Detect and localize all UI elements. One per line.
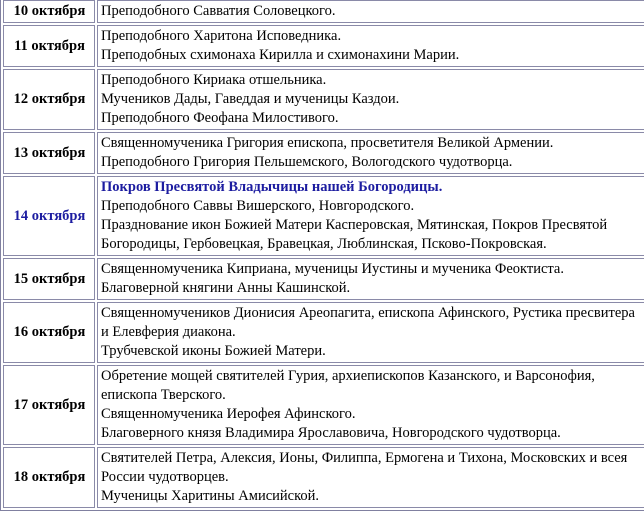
day-commemorations	[97, 258, 644, 300]
day-date: 12 октября	[3, 69, 95, 130]
commemoration-line: Святителей Петра, Алексия, Ионы, Филиппа, Ермогена и Тихона, Московских и всея России чудотворцев.	[101, 450, 628, 485]
feast-title: Покров Пресвятой Владычицы нашей Богородицы.	[101, 179, 443, 195]
day-date: 11 октября	[3, 25, 95, 67]
commemoration-line: Преподобного Феофана Милостивого.	[101, 110, 339, 126]
day-date: 13 октября	[3, 132, 95, 174]
calendar-row	[3, 258, 644, 300]
calendar-row	[3, 447, 644, 508]
day-date: 15 октября	[3, 258, 95, 300]
day-date: 17 октября	[3, 365, 95, 445]
calendar-row	[3, 0, 644, 23]
commemoration-line: Благоверного князя Владимира Ярославовича, Новгородского чудотворца.	[101, 425, 561, 441]
day-commemorations	[97, 447, 644, 508]
day-commemorations	[97, 176, 644, 256]
commemoration-line: Обретение мощей святителей Гурия, архиепископов Казанского, и Варсонофия, епископа Тверского.	[101, 368, 595, 403]
commemoration-line: Мучеников Дады, Гаведдая и мученицы Каздои.	[101, 91, 400, 107]
calendar-row	[3, 302, 644, 363]
day-date: 16 октября	[3, 302, 95, 363]
commemoration-line: Преподобного Харитона Исповедника.	[101, 28, 342, 44]
day-commemorations	[97, 365, 644, 445]
day-date: 18 октября	[3, 447, 95, 508]
day-commemorations	[97, 0, 644, 23]
commemoration-line: Преподобного Кириака отшельника.	[101, 72, 327, 88]
day-commemorations	[97, 25, 644, 67]
commemoration-line: Священномучеников Дионисия Ареопагита, епископа Афинского, Рустика пресвитера и Елевферия диакона.	[101, 305, 635, 340]
calendar-body	[3, 0, 644, 508]
day-date: 10 октября	[3, 0, 95, 23]
commemoration-line: Благоверной княгини Анны Кашинской.	[101, 280, 351, 296]
commemoration-line: Преподобного Савватия Соловецкого.	[101, 3, 336, 19]
calendar-row	[3, 132, 644, 174]
commemoration-line: Мученицы Харитины Амисийской.	[101, 488, 320, 504]
commemoration-line: Празднование икон Божией Матери Касперовская, Мятинская, Покров Пресвятой Богородицы, Гербовецкая, Бравецкая, Люблинская, Псково-Покровская.	[101, 217, 608, 252]
calendar-row	[3, 25, 644, 67]
commemoration-line: Священномученика Киприана, мученицы Иустины и мученика Феоктиста.	[101, 261, 564, 277]
commemoration-line: Священномученика Иерофея Афинского.	[101, 406, 356, 422]
commemoration-line: Трубчевской иконы Божией Матери.	[101, 343, 326, 359]
commemoration-line: Преподобного Саввы Вишерского, Новгородского.	[101, 198, 415, 214]
day-commemorations	[97, 302, 644, 363]
day-commemorations	[97, 132, 644, 174]
calendar-row	[3, 365, 644, 445]
commemoration-line: Преподобных схимонаха Кирилла и схимонахини Марии.	[101, 47, 460, 63]
day-date: 14 октября	[3, 176, 95, 256]
commemoration-line: Преподобного Григория Пельшемского, Вологодского чудотворца.	[101, 154, 513, 170]
calendar-row	[3, 176, 644, 256]
day-commemorations	[97, 69, 644, 130]
commemoration-line: Священномученика Григория епископа, просветителя Великой Армении.	[101, 135, 554, 151]
calendar-row	[3, 69, 644, 130]
